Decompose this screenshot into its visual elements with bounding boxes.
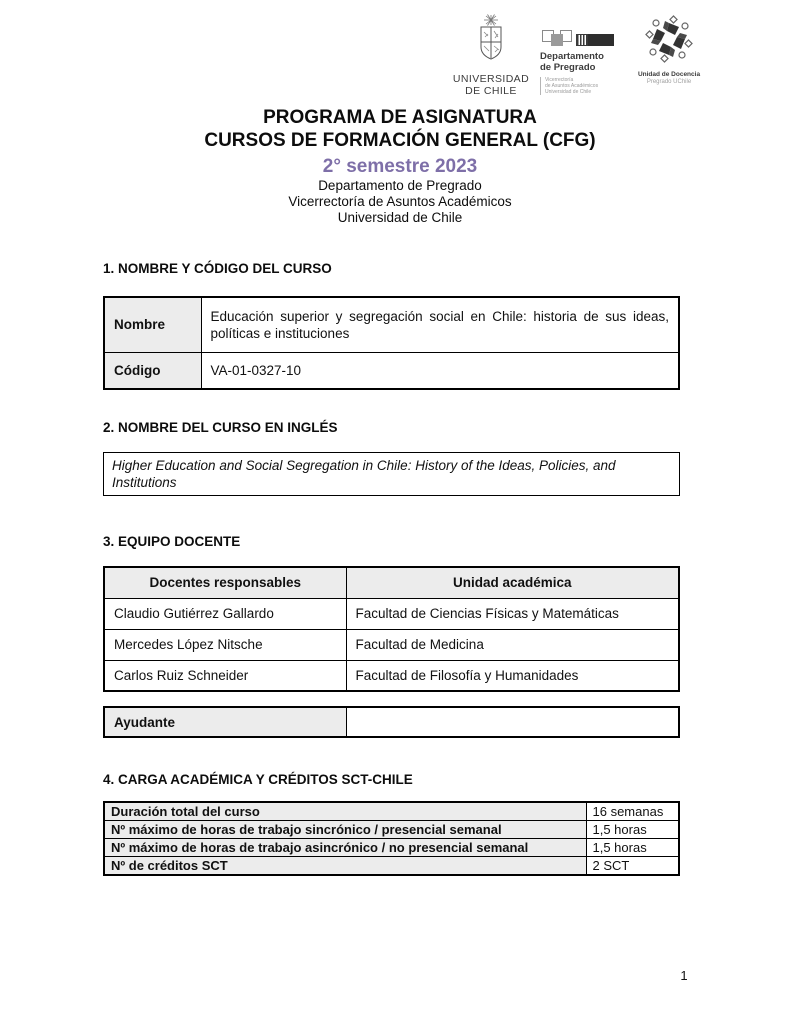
credits-table	[103, 801, 680, 876]
section2-heading: 2. NOMBRE DEL CURSO EN INGLÉS	[103, 420, 338, 435]
pregrado-squares-icon	[542, 30, 614, 46]
uchile-logo	[452, 14, 530, 97]
table-row	[104, 598, 679, 629]
table-row	[104, 297, 679, 352]
docente-unit: Facultad de Ciencias Físicas y Matemáticas	[346, 598, 679, 629]
pregrado-subtext: Vicerrectoría de Asuntos Académicos Universidad de Chile	[540, 77, 598, 95]
docencia-pinwheel-icon	[644, 14, 694, 71]
table-row	[104, 629, 679, 660]
ayudante-label: Ayudante	[104, 707, 346, 737]
document-title-line1: PROGRAMA DE ASIGNATURA	[263, 107, 537, 128]
english-name-box	[103, 452, 680, 496]
page-number: 1	[680, 968, 688, 983]
section3-heading: 3. EQUIPO DOCENTE	[103, 534, 241, 549]
teaching-team-table	[103, 566, 680, 692]
docencia-logo-line2: Pregrado UChile	[646, 79, 692, 85]
english-name-value: Higher Education and Social Segregation in Chile: History of the Ideas, Policies, and Institutions	[112, 458, 616, 490]
table-row	[104, 839, 679, 857]
table-row	[104, 802, 679, 821]
pregrado-title-line1: Departamento	[540, 51, 604, 62]
uchile-logo-line1: UNIVERSIDAD	[452, 73, 530, 85]
title-sub-vicerrectoria: Vicerrectoría de Asuntos Académicos	[288, 194, 512, 209]
column-header-unidad: Unidad académica	[346, 567, 679, 598]
title-block	[0, 106, 800, 226]
docente-unit: Facultad de Filosofía y Humanidades	[346, 660, 679, 691]
docente-name: Carlos Ruiz Schneider	[104, 660, 346, 691]
pregrado-logo	[540, 14, 620, 95]
table-row	[104, 352, 679, 389]
carga-label: Nº máximo de horas de trabajo sincrónico / presencial semanal	[104, 821, 586, 839]
carga-label: Nº máximo de horas de trabajo asincrónico / no presencial semanal	[104, 839, 586, 857]
header-logos	[452, 14, 708, 97]
docencia-logo-line1: Unidad de Docencia	[637, 71, 701, 78]
uchile-logo-line2: DE CHILE	[465, 85, 517, 97]
codigo-value: VA-01-0327-10	[201, 352, 679, 389]
table-row	[104, 821, 679, 839]
document-title-line2: CURSOS DE FORMACIÓN GENERAL (CFG)	[204, 130, 596, 151]
uchile-crest-icon	[468, 14, 514, 73]
carga-value: 16 semanas	[586, 802, 679, 821]
docencia-logo	[630, 14, 708, 86]
docente-name: Mercedes López Nitsche	[104, 629, 346, 660]
carga-label: Nº de créditos SCT	[104, 857, 586, 876]
ayudante-value	[346, 707, 679, 737]
pregrado-title-line2: de Pregrado	[540, 61, 596, 73]
table-row	[104, 660, 679, 691]
title-sub-department: Departamento de Pregrado	[318, 178, 482, 193]
carga-value: 2 SCT	[586, 857, 679, 876]
docente-name: Claudio Gutiérrez Gallardo	[104, 598, 346, 629]
section4-heading: 4. CARGA ACADÉMICA Y CRÉDITOS SCT-CHILE	[103, 772, 413, 787]
section1-heading: 1. NOMBRE Y CÓDIGO DEL CURSO	[103, 261, 332, 276]
table-header-row	[104, 567, 679, 598]
docente-unit: Facultad de Medicina	[346, 629, 679, 660]
assistant-table	[103, 706, 680, 738]
carga-label: Duración total del curso	[104, 802, 586, 821]
nombre-value: Educación superior y segregación social en Chile: historia de sus ideas, políticas e instituciones	[201, 297, 679, 352]
semester-subtitle: 2° semestre 2023	[322, 156, 478, 177]
carga-value: 1,5 horas	[586, 821, 679, 839]
table-row	[104, 707, 679, 737]
title-sub-university: Universidad de Chile	[337, 210, 463, 225]
course-name-table	[103, 296, 680, 390]
column-header-docentes: Docentes responsables	[104, 567, 346, 598]
table-row	[104, 857, 679, 876]
nombre-label: Nombre	[104, 297, 201, 352]
codigo-label: Código	[104, 352, 201, 389]
carga-value: 1,5 horas	[586, 839, 679, 857]
